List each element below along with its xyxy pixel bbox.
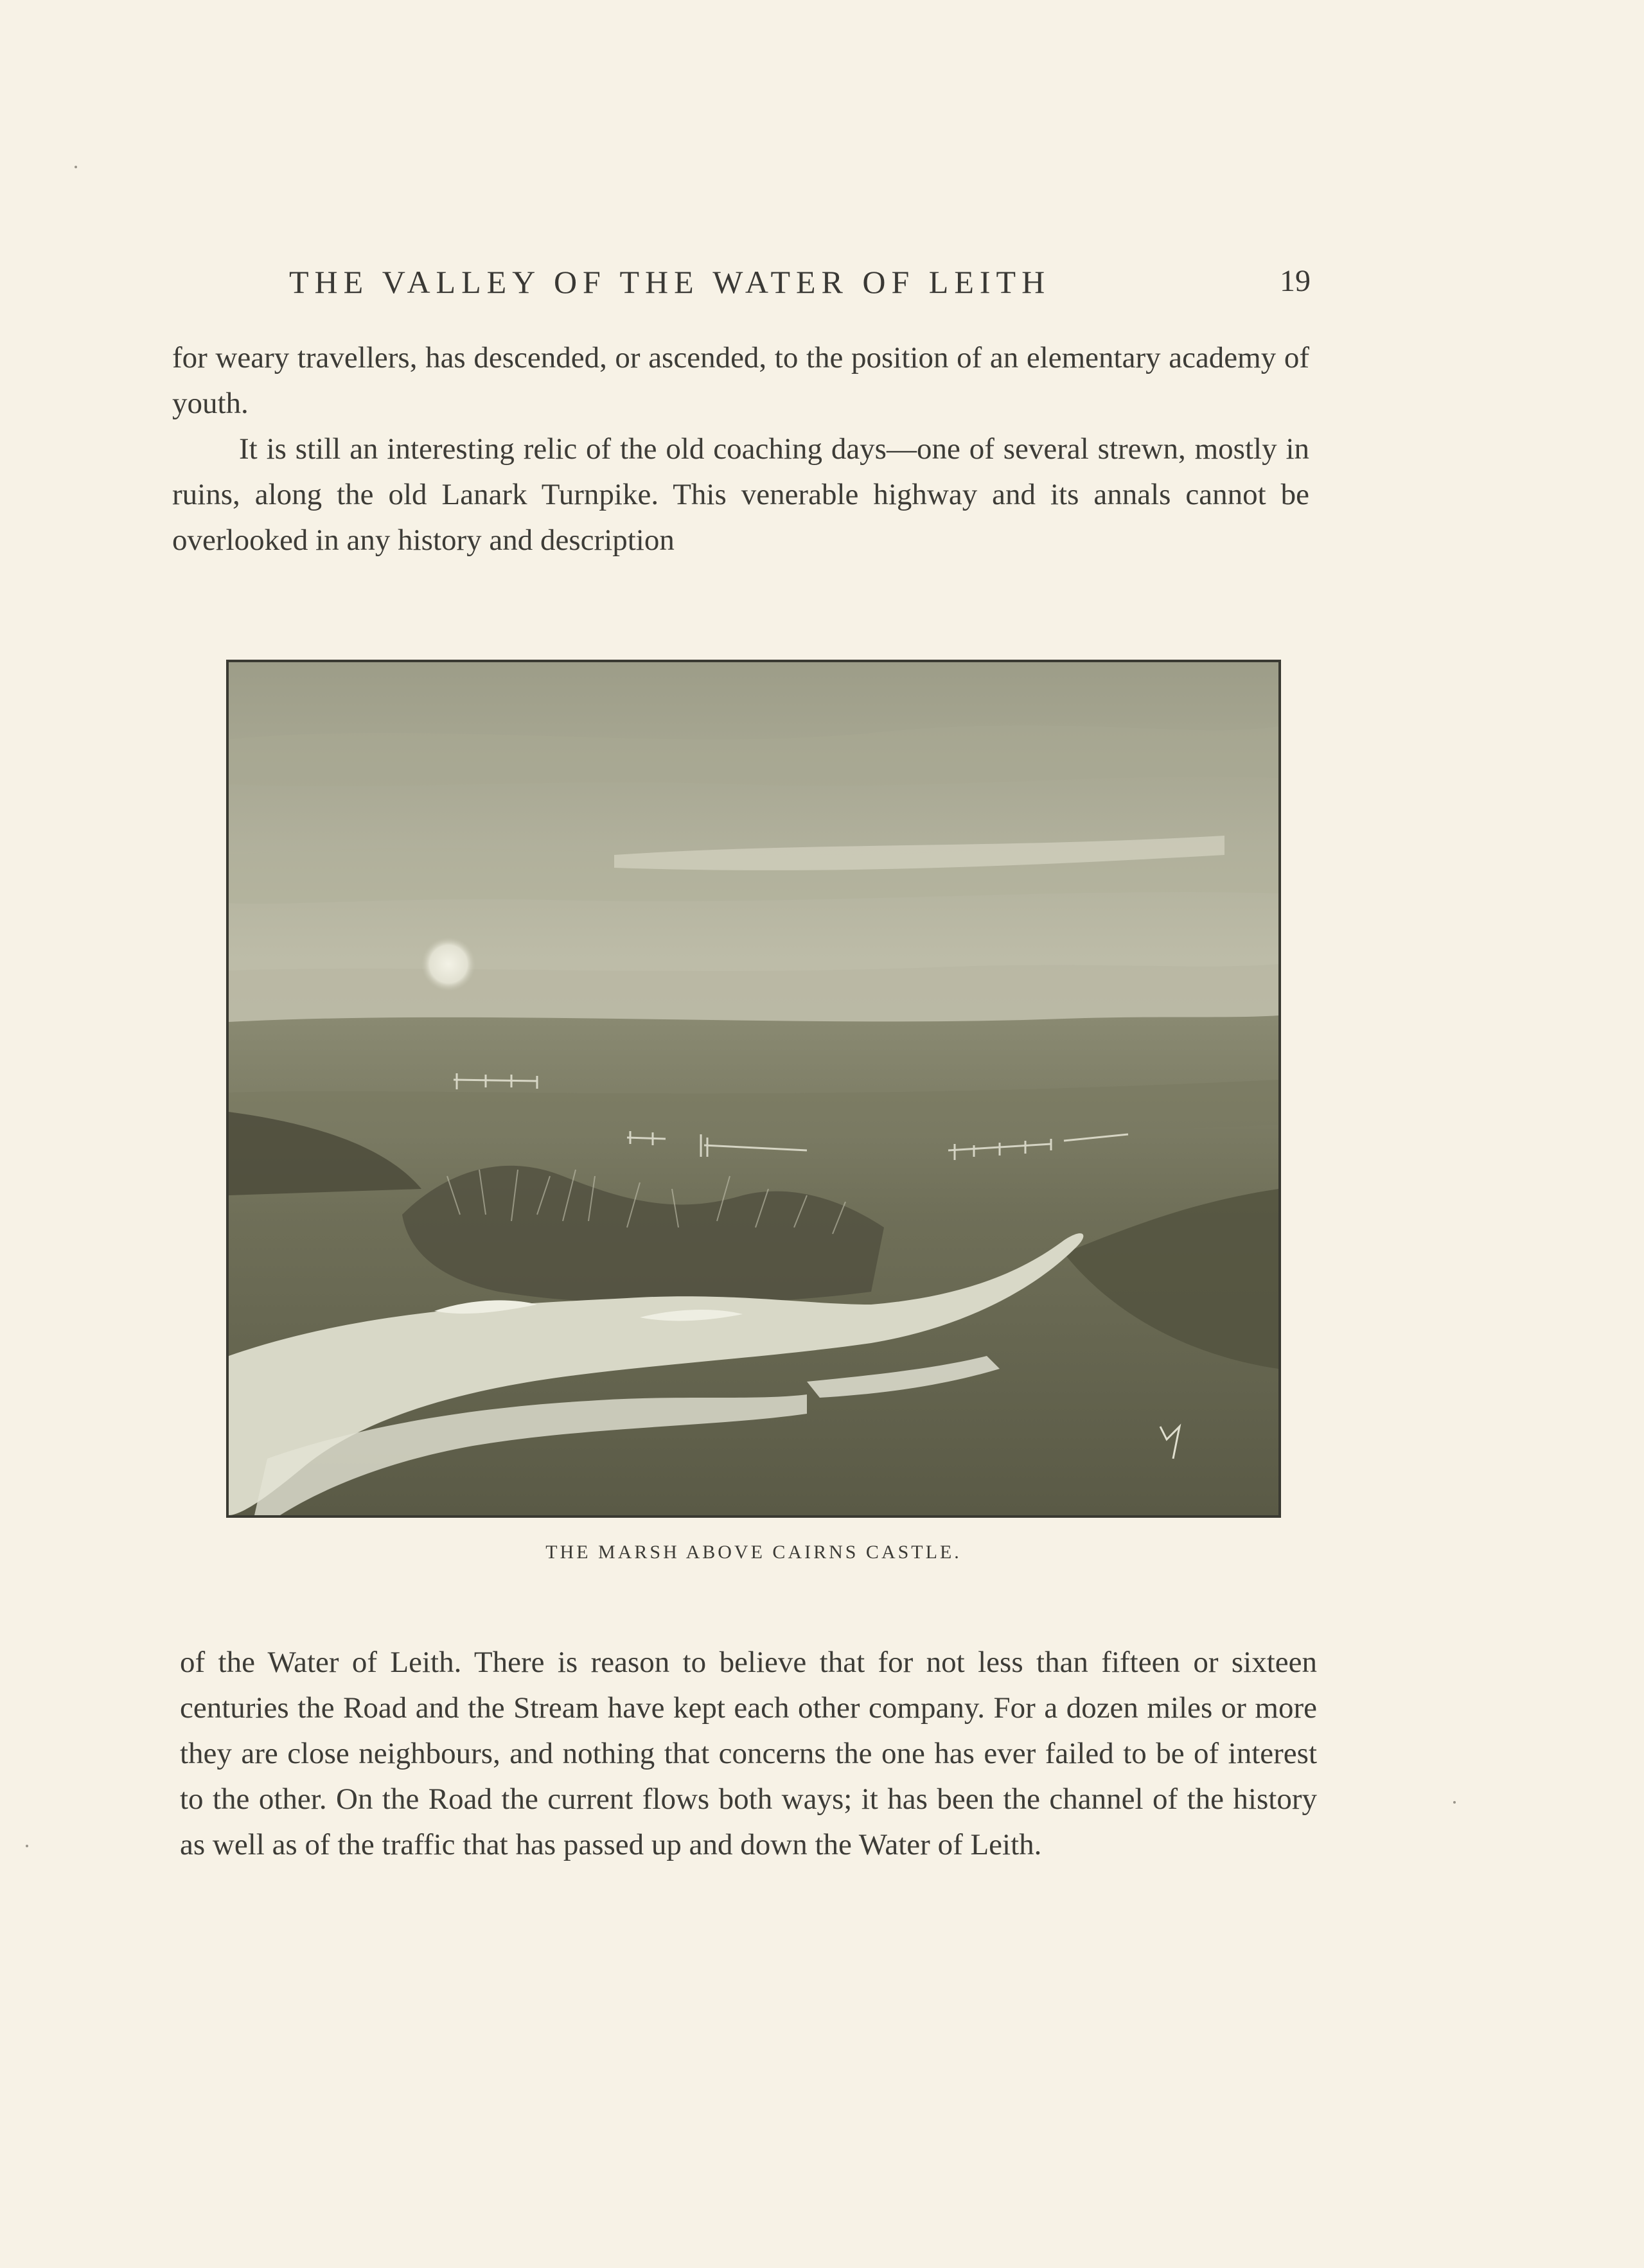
text-block-bottom [180,1640,1317,1868]
paper-speck [1453,1801,1456,1804]
marsh-illustration [229,662,1278,1515]
sun [421,937,475,991]
paper-speck [75,166,77,168]
figure-caption: THE MARSH ABOVE CAIRNS CASTLE. [545,1542,962,1563]
text-block-top [172,335,1309,563]
paper-speck [26,1845,28,1847]
paragraph: It is still an interesting relic of the old coaching days—one of several strewn, mostly in ruins, along the old Lanark Turnpike. This venerable highway and its annals cannot be overlooked in any history and description [172,432,1309,557]
page-number: 19 [1280,264,1311,298]
running-head [173,263,1311,308]
illustration-plate [226,660,1281,1518]
running-title: THE VALLEY OF THE WATER OF LEITH [289,264,1051,300]
paragraph: of the Water of Leith. There is reason to believe that for not less than fifteen or sixteen centuries the Road and the Stream have kept each other company. For a dozen miles or more they are close neighbours, and nothing that concerns the one has ever failed to be of interest to the other. On the Road the current flows both ways; it has been the channel of the history as well as of the traffic that has passed up and down the Water of Leith. [180,1646,1317,1861]
paragraph: for weary travellers, has descended, or ascended, to the position of an elementary academy of youth. [172,341,1309,420]
